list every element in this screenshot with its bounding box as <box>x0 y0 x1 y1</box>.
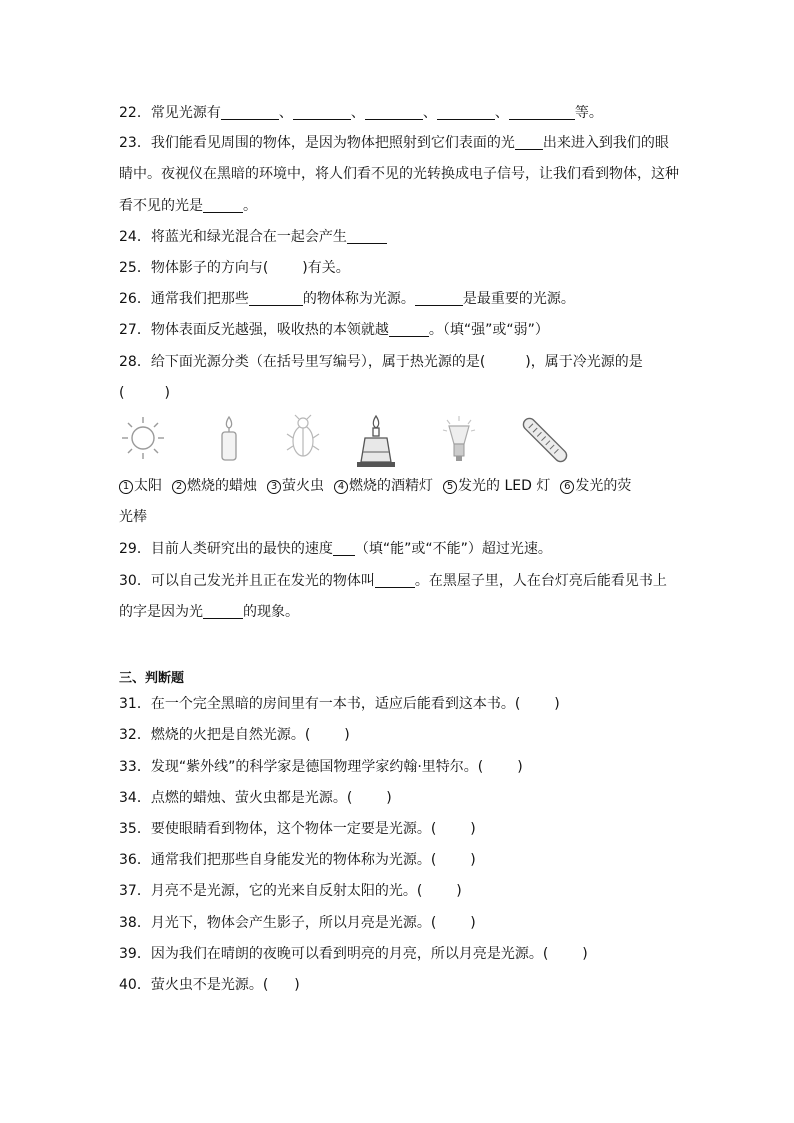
source-label-wrap: 光棒 <box>119 509 147 525</box>
alcohol-lamp-icon <box>351 414 401 470</box>
answer-blank[interactable] <box>437 105 495 120</box>
question-26: 26．通常我们把那些 的物体称为光源。 是最重要的光源。 <box>119 291 575 307</box>
light-source-labels <box>119 476 631 496</box>
question-34: 34．点燃的蜡烛、萤火虫都是光源。( ) <box>119 790 392 806</box>
question-35: 35．要使眼睛看到物体，这个物体一定要是光源。( ) <box>119 821 476 837</box>
answer-blank[interactable] <box>347 229 387 244</box>
question-31: 31．在一个完全黑暗的房间里有一本书，适应后能看到这本书。( ) <box>119 696 560 712</box>
firefly-icon <box>283 414 323 462</box>
question-25: 25．物体影子的方向与( )有关。 <box>119 260 350 276</box>
answer-blank[interactable] <box>249 291 303 306</box>
glow-stick-icon <box>519 414 571 466</box>
question-37: 37．月亮不是光源，它的光来自反射太阳的光。( ) <box>119 883 462 899</box>
led-bulb-icon <box>441 414 477 466</box>
question-29: 29．目前人类研究出的最快的速度 （填“能”或“不能”）超过光速。 <box>119 541 552 557</box>
question-40: 40．萤火虫不是光源。( ) <box>119 977 300 993</box>
question-30-line2: 的字是因为光 的现象。 <box>119 604 299 620</box>
question-24: 24．将蓝光和绿光混合在一起会产生 <box>119 227 689 247</box>
question-28-line2: ( ) <box>119 385 170 401</box>
light-source-images <box>115 414 715 470</box>
source-label: 6 发光的荧 <box>560 476 631 496</box>
answer-blank[interactable] <box>375 573 415 588</box>
answer-blank[interactable] <box>333 541 355 556</box>
answer-blank[interactable] <box>389 322 429 337</box>
sun-icon <box>119 414 167 462</box>
question-32: 32．燃烧的火把是自然光源。( ) <box>119 727 350 743</box>
question-23-line3: 看不见的光是 。 <box>119 198 257 214</box>
answer-blank[interactable] <box>203 604 243 619</box>
section-title: 三、判断题 <box>119 671 185 686</box>
source-label: 2 燃烧的蜡烛 <box>172 476 257 496</box>
source-label: 4 燃烧的酒精灯 <box>334 476 433 496</box>
question-22: 22．常见光源有 、 、 、 、 等。 <box>119 105 603 121</box>
question-28: 28．给下面光源分类（在括号里写编号），属于热光源的是( )，属于冷光源的是 <box>119 354 643 370</box>
candle-icon <box>211 414 247 464</box>
source-label: 3 萤火虫 <box>267 476 324 496</box>
question-39: 39．因为我们在晴朗的夜晚可以看到明亮的月亮，所以月亮是光源。( ) <box>119 946 588 962</box>
answer-blank[interactable] <box>509 105 575 120</box>
source-label: 1 太阳 <box>119 476 162 496</box>
question-30: 30．可以自己发光并且正在发光的物体叫 。在黑屋子里，人在台灯亮后能看见书上 <box>119 573 667 589</box>
answer-blank[interactable] <box>293 105 351 120</box>
source-label: 5 发光的 LED 灯 <box>443 476 550 496</box>
question-23-line2: 睛中。夜视仪在黑暗的环境中，将人们看不见的光转换成电子信号，让我们看到物体，这种 <box>119 166 679 182</box>
answer-blank[interactable] <box>515 135 543 150</box>
question-23: 23．我们能看见周围的物体，是因为物体把照射到它们表面的光 出来进入到我们的眼 <box>119 135 669 151</box>
answer-blank[interactable] <box>203 198 243 213</box>
answer-blank[interactable] <box>415 291 463 306</box>
question-36: 36．通常我们把那些自身能发光的物体称为光源。( ) <box>119 852 476 868</box>
question-27: 27．物体表面反光越强，吸收热的本领就越 。（填“强”或“弱”） <box>119 322 549 338</box>
question-38: 38．月光下，物体会产生影子，所以月亮是光源。( ) <box>119 915 476 931</box>
question-33: 33．发现“紫外线”的科学家是德国物理学家约翰·里特尔。( ) <box>119 759 523 775</box>
answer-blank[interactable] <box>365 105 423 120</box>
answer-blank[interactable] <box>221 105 279 120</box>
